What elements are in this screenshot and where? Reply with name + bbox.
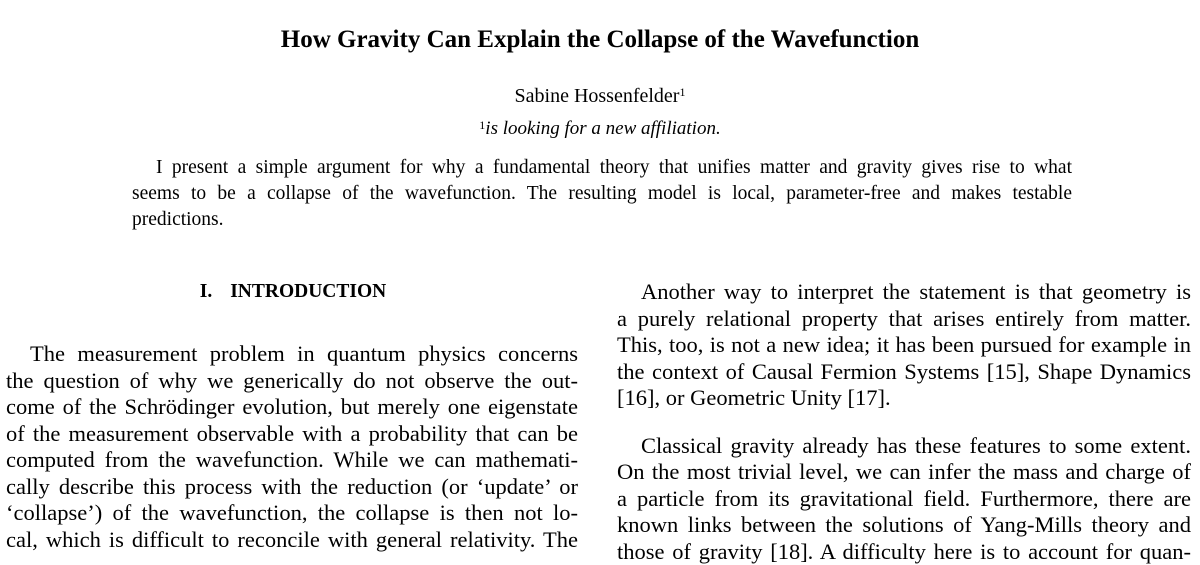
section-number: I. bbox=[200, 281, 212, 302]
affiliation-superscript: 1 bbox=[479, 118, 485, 132]
text-line: computed from the wavefunction. While we can mathemati- bbox=[6, 447, 578, 474]
text-line: come of the Schrödinger evolution, but merely one eigenstate bbox=[6, 394, 578, 421]
author-line bbox=[0, 84, 1200, 108]
text-line: Classical gravity already has these features to some extent. bbox=[617, 433, 1191, 460]
text-line: On the most trivial level, we can infer the mass and charge of bbox=[617, 459, 1191, 486]
text-line: cally describe this process with the reduction (or ‘update’ or bbox=[6, 474, 578, 501]
affiliation-text: is looking for a new affiliation. bbox=[485, 118, 720, 139]
text-line: Another way to interpret the statement is that geometry is bbox=[617, 279, 1191, 306]
affiliation-line bbox=[0, 117, 1200, 141]
abstract bbox=[132, 155, 1072, 233]
text-line: the context of Causal Fermion Systems [15], Shape Dynamics bbox=[617, 359, 1191, 386]
section-title: INTRODUCTION bbox=[230, 281, 386, 302]
abstract-line: predictions. bbox=[132, 207, 1072, 233]
right-column bbox=[617, 279, 1191, 565]
text-line: ‘collapse’) of the wavefunction, the collapse is then not lo- bbox=[6, 500, 578, 527]
intro-paragraph bbox=[6, 341, 578, 553]
author-name: Sabine Hossenfelder bbox=[515, 85, 680, 107]
text-line: a purely relational property that arises entirely from matter. bbox=[617, 306, 1191, 333]
section-heading bbox=[0, 279, 586, 305]
text-line: The measurement problem in quantum physics concerns bbox=[6, 341, 578, 368]
paper-title: How Gravity Can Explain the Collapse of the Wavefunction bbox=[0, 24, 1200, 56]
left-column bbox=[6, 341, 578, 553]
text-line: those of gravity [18]. A difficulty here is to account for quan- bbox=[617, 539, 1191, 565]
right-paragraph-1 bbox=[617, 279, 1191, 412]
right-paragraph-2 bbox=[617, 433, 1191, 565]
text-line: of the measurement observable with a probability that can be bbox=[6, 421, 578, 448]
abstract-line: seems to be a collapse of the wavefunction. The resulting model is local, parameter-free and makes testable bbox=[132, 181, 1072, 207]
text-line: cal, which is difficult to reconcile with general relativity. The bbox=[6, 527, 578, 554]
abstract-line: I present a simple argument for why a fundamental theory that unifies matter and gravity gives rise to what bbox=[132, 155, 1072, 181]
text-line: This, too, is not a new idea; it has been pursued for example in bbox=[617, 332, 1191, 359]
text-line: the question of why we generically do not observe the out- bbox=[6, 368, 578, 395]
text-line: a particle from its gravitational field. Furthermore, there are bbox=[617, 486, 1191, 513]
author-superscript: 1 bbox=[679, 85, 685, 99]
text-line: [16], or Geometric Unity [17]. bbox=[617, 385, 1191, 412]
text-line: known links between the solutions of Yang-Mills theory and bbox=[617, 512, 1191, 539]
